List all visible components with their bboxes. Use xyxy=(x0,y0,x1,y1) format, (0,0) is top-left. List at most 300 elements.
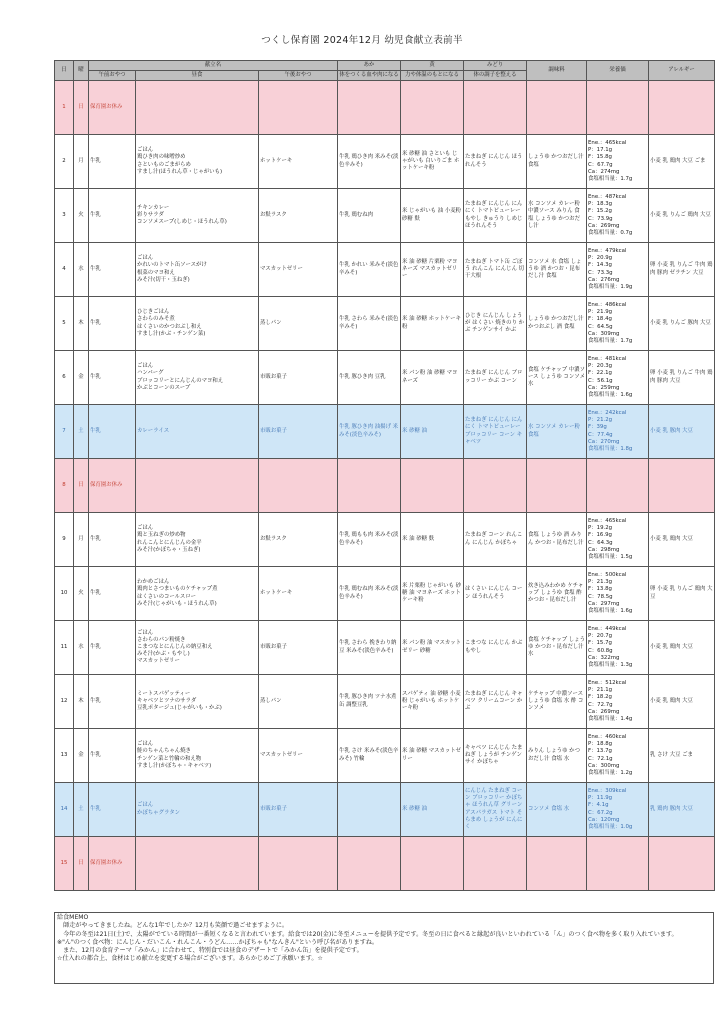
green-group-cell: はくさい にんじん コーン ほうれんそう xyxy=(464,567,527,621)
am-snack-cell: 保育園お休み xyxy=(89,837,136,891)
allergy-cell xyxy=(649,81,715,135)
yellow-group-cell: 米 パン粉 油 砂糖 マヨネーズ xyxy=(401,351,464,405)
lunch-cell xyxy=(136,135,259,189)
nutrition-value: P：21.9g xyxy=(588,309,613,316)
nutrition-value: Ene.：309kcal xyxy=(588,788,627,795)
nutrition-value: Ene.：465kcal xyxy=(588,518,627,525)
lunch-cell xyxy=(136,567,259,621)
lunch-dish: キャベツとツナのサラダ xyxy=(137,697,197,704)
lunch-dish: さわらのパン粉焼き xyxy=(137,636,186,643)
header-kondate: 献立名 xyxy=(89,61,338,71)
yellow-group-cell xyxy=(401,459,464,513)
am-snack-cell: 牛乳 xyxy=(89,567,136,621)
allergy-cell: 小麦 乳 鶏肉 大豆 xyxy=(649,621,715,675)
nutrition-value: Ca：297mg xyxy=(588,600,620,607)
nutrition-value: Ene.：481kcal xyxy=(588,356,627,363)
lunch-dish: ミートスパゲッティー xyxy=(137,690,191,697)
nutrition-value: C：64.3g xyxy=(588,539,613,546)
red-group-cell xyxy=(338,459,401,513)
seasoning-cell: 炊き込みわかめ ケチャップ しょうゆ 食塩 酢 かつお・昆布だし汁 xyxy=(527,567,587,621)
nutrition-value: Ene.：242kcal xyxy=(588,410,627,417)
weekday-cell: 火 xyxy=(74,189,89,243)
nutrition-value: F：13.8g xyxy=(588,586,612,593)
lunch-cell xyxy=(136,729,259,783)
nutrition-cell xyxy=(587,513,649,567)
yellow-group-cell xyxy=(401,837,464,891)
allergy-cell: 卵 小麦 乳 りんご 鶏肉 大豆 xyxy=(649,567,715,621)
seasoning-cell xyxy=(527,459,587,513)
pm-snack-cell: マスカットゼリー xyxy=(259,243,338,297)
allergy-cell: 卵 小麦 乳 りんご 牛肉 鶏肉 豚肉 ゼラチン 大豆 xyxy=(649,243,715,297)
nutrition-value: P：21.3g xyxy=(588,579,613,586)
memo-box xyxy=(54,912,714,984)
lunch-dish: ひじきごはん xyxy=(137,309,170,316)
weekday-cell: 日 xyxy=(74,459,89,513)
red-group-cell: 牛乳 鶏むね肉 米みそ(淡色辛みそ) xyxy=(338,567,401,621)
nutrition-cell xyxy=(587,459,649,513)
pm-snack-cell: ホットケーキ xyxy=(259,567,338,621)
seasoning-cell: しょうゆ かつおだし汁 食塩 xyxy=(527,135,587,189)
nutrition-value: Ca：120mg xyxy=(588,816,620,823)
am-snack-cell: 保育園お休み xyxy=(89,459,136,513)
nutrition-value: Ene.：500kcal xyxy=(588,572,627,579)
green-group-cell: たまねぎ にんじん キャベツ クリームコーン かぶ xyxy=(464,675,527,729)
nutrition-value: P：17.1g xyxy=(588,147,613,154)
nutrition-value: 食塩相当量：1.3g xyxy=(588,661,633,668)
nutrition-value: P：20.7g xyxy=(588,633,613,640)
nutrition-cell xyxy=(587,837,649,891)
weekday-cell: 土 xyxy=(74,783,89,837)
seasoning-cell xyxy=(527,81,587,135)
yellow-group-cell: 米 片栗粉 じゃがいも 砂糖 油 マヨネーズ ホットケーキ粉 xyxy=(401,567,464,621)
red-group-cell xyxy=(338,837,401,891)
am-snack-cell: 牛乳 xyxy=(89,405,136,459)
am-snack-cell: 保育園お休み xyxy=(89,81,136,135)
lunch-dish: 根菜のマヨ和え xyxy=(137,269,175,276)
nutrition-value: C：67.7g xyxy=(588,161,613,168)
lunch-dish: コンソメスープ(しめじ・ほうれん草) xyxy=(137,219,227,226)
pm-snack-cell: ホットケーキ xyxy=(259,135,338,189)
menu-table xyxy=(54,60,715,891)
nutrition-cell xyxy=(587,297,649,351)
weekday-cell: 木 xyxy=(74,297,89,351)
day-number: 4 xyxy=(55,243,74,297)
allergy-cell: 乳 鶏肉 豚肉 大豆 xyxy=(649,783,715,837)
nutrition-value: C：72.1g xyxy=(588,755,613,762)
nutrition-value: F：15.2g xyxy=(588,208,612,215)
pm-snack-cell xyxy=(259,459,338,513)
lunch-dish: はくさいのかつおぶし和え xyxy=(137,323,202,330)
nutrition-value: F：39g xyxy=(588,424,607,431)
nutrition-value: P：20.3g xyxy=(588,363,613,370)
allergy-cell: 乳 さけ 大豆 ごま xyxy=(649,729,715,783)
nutrition-value: F：15.7g xyxy=(588,640,612,647)
memo-line: ☆仕入れの都合上、食材はじめ献立を変更する場合がございます。あらかじめご了承願います。☆ xyxy=(57,955,323,963)
am-snack-cell: 牛乳 xyxy=(89,513,136,567)
yellow-group-cell xyxy=(401,81,464,135)
red-group-cell: 牛乳 鶏もも肉 米みそ(淡色辛みそ) xyxy=(338,513,401,567)
green-group-cell: ひじき にんじん しょうが はくさい 焼きのり かぶ チンゲンサイ かぶ xyxy=(464,297,527,351)
red-group-cell: 牛乳 豚ひき肉 油揚げ 米みそ(淡色辛みそ) xyxy=(338,405,401,459)
day-number: 2 xyxy=(55,135,74,189)
seasoning-cell: 水 コンソメ カレー粉 食塩 xyxy=(527,405,587,459)
lunch-dish: マスカットゼリー xyxy=(137,658,180,665)
am-snack-cell: 牛乳 xyxy=(89,135,136,189)
green-group-cell xyxy=(464,459,527,513)
header-lunch: 昼食 xyxy=(136,71,259,81)
pm-snack-cell: 蒸しパン xyxy=(259,297,338,351)
nutrition-value: P：21.1g xyxy=(588,687,613,694)
page-title: つくし保育園 2024年12月 幼児食献立表前半 xyxy=(261,35,463,46)
yellow-group-cell: 米 砂糖 油 xyxy=(401,405,464,459)
lunch-cell xyxy=(136,783,259,837)
lunch-cell xyxy=(136,675,259,729)
yellow-group-cell: 米 油 砂糖 麩 xyxy=(401,513,464,567)
memo-line: 今年の冬至は21日(土)で、太陽がでている時間が一番短くなると言われています。給食では20(金)に冬至メニューを提供予定です。冬至の日に食べると縁起が良いといわれている「ん」のつく食べ物を多く取り入れています。 xyxy=(57,930,678,938)
header-yellow-sub: 力や体温のもとになる xyxy=(401,71,464,81)
lunch-dish: みそ汁(かぶ・もやし) xyxy=(137,651,190,658)
red-group-cell: 牛乳 さけ 米みそ(淡色辛みそ) 竹輪 xyxy=(338,729,401,783)
lunch-dish: すまし汁(ほうれん草・じゃがいも) xyxy=(137,168,223,175)
yellow-group-cell: 米 砂糖 油 さといも じゃがいも 白いりごま ホットケーキ粉 xyxy=(401,135,464,189)
allergy-cell: 小麦 乳 鶏肉 大豆 xyxy=(649,513,715,567)
nutrition-value: P：11.9g xyxy=(588,795,613,802)
nutrition-value: C：56.1g xyxy=(588,377,613,384)
nutrition-value: C：60.8g xyxy=(588,647,613,654)
seasoning-cell: 水 コンソメ カレー粉 中濃ソース みりん 食塩 しょうゆ かつおだし汁 xyxy=(527,189,587,243)
nutrition-value: 食塩相当量：0.7g xyxy=(588,229,633,236)
lunch-dish: カレーライス xyxy=(137,427,170,434)
lunch-dish: 鶏肉とさつまいものケチャップ煮 xyxy=(137,586,218,593)
nutrition-cell xyxy=(587,135,649,189)
nutrition-value: P：18.3g xyxy=(588,201,613,208)
seasoning-cell: しょうゆ かつおだし汁 かつおぶし 酒 食塩 xyxy=(527,297,587,351)
lunch-dish: 彩りサラダ xyxy=(137,211,164,218)
am-snack-cell: 牛乳 xyxy=(89,243,136,297)
lunch-dish: ごはん xyxy=(137,802,154,809)
header-day: 日 xyxy=(55,61,74,81)
pm-snack-cell xyxy=(259,81,338,135)
nutrition-value: Ene.：512kcal xyxy=(588,680,627,687)
nutrition-value: 食塩相当量：1.4g xyxy=(588,715,633,722)
yellow-group-cell: 米 じゃがいも 油 小麦粉 砂糖 麩 xyxy=(401,189,464,243)
nutrition-cell xyxy=(587,243,649,297)
header-green-sub: 体の調子を整える xyxy=(464,71,527,81)
nutrition-cell xyxy=(587,675,649,729)
day-number: 3 xyxy=(55,189,74,243)
pm-snack-cell: 市販お菓子 xyxy=(259,405,338,459)
green-group-cell: たまねぎ コーン れんこん にんじん かぼちゃ xyxy=(464,513,527,567)
nutrition-value: C：73.3g xyxy=(588,269,613,276)
lunch-dish: ごはん xyxy=(137,147,154,154)
menu-row-day-2 xyxy=(55,135,715,189)
nutrition-value: Ca：298mg xyxy=(588,546,620,553)
lunch-cell xyxy=(136,513,259,567)
nutrition-value: Ca：269mg xyxy=(588,708,620,715)
nutrition-value: Ca：259mg xyxy=(588,384,620,391)
yellow-group-cell: 米 油 砂糖 マスカットゼリー xyxy=(401,729,464,783)
menu-row-day-6 xyxy=(55,351,715,405)
green-group-cell: たまねぎ にんじん にんにく トマトピューレー ブロッコリー コーン キャベツ xyxy=(464,405,527,459)
pm-snack-cell xyxy=(259,837,338,891)
lunch-cell xyxy=(136,81,259,135)
nutrition-value: F：15.8g xyxy=(588,154,612,161)
lunch-dish: ハンバーグ xyxy=(137,370,164,377)
day-number: 13 xyxy=(55,729,74,783)
nutrition-cell xyxy=(587,783,649,837)
header-weekday: 曜 xyxy=(74,61,89,81)
lunch-dish: ごはん xyxy=(137,629,154,636)
nutrition-value: P：18.8g xyxy=(588,741,613,748)
green-group-cell: こまつな にんじん かぶ もやし xyxy=(464,621,527,675)
allergy-cell: 小麦 乳 りんご 鶏肉 大豆 xyxy=(649,189,715,243)
nutrition-value: Ca：309mg xyxy=(588,330,620,337)
lunch-cell xyxy=(136,621,259,675)
lunch-cell xyxy=(136,243,259,297)
menu-row-day-9 xyxy=(55,513,715,567)
nutrition-value: Ene.：479kcal xyxy=(588,248,627,255)
nutrition-value: C：64.5g xyxy=(588,323,613,330)
seasoning-cell: みりん しょうゆ かつおだし汁 食塩 水 xyxy=(527,729,587,783)
red-group-cell xyxy=(338,81,401,135)
nutrition-value: 食塩相当量：1.0g xyxy=(588,823,633,830)
nutrition-value: F：16.9g xyxy=(588,532,612,539)
seasoning-cell: 食塩 ケチャップ 中濃ソース しょうゆ コンソメ 水 xyxy=(527,351,587,405)
weekday-cell: 月 xyxy=(74,513,89,567)
header-red-sub: 体をつくる血や肉になる xyxy=(338,71,401,81)
nutrition-value: 食塩相当量：1.8g xyxy=(588,445,633,452)
pm-snack-cell: お麩ラスク xyxy=(259,513,338,567)
nutrition-value: F：4.1g xyxy=(588,802,609,809)
lunch-dish: ブロッコリーとにんじんのマヨ和え xyxy=(137,377,224,384)
lunch-dish: 鮭のちゃんちゃん焼き xyxy=(137,748,191,755)
pm-snack-cell: 蒸しパン xyxy=(259,675,338,729)
menu-row-day-11 xyxy=(55,621,715,675)
nutrition-value: C：77.4g xyxy=(588,431,613,438)
nutrition-value: P：21.2g xyxy=(588,417,613,424)
am-snack-cell: 牛乳 xyxy=(89,297,136,351)
allergy-cell: 小麦 乳 鶏肉 大豆 xyxy=(649,675,715,729)
weekday-cell: 日 xyxy=(74,837,89,891)
seasoning-cell: 食塩 ケチャップ しょうゆ かつお・昆布だし汁 水 xyxy=(527,621,587,675)
lunch-dish: さわらのみそ煮 xyxy=(137,316,175,323)
lunch-dish: さといものごまがらめ xyxy=(137,161,191,168)
lunch-dish: ごはん xyxy=(137,363,154,370)
lunch-cell xyxy=(136,405,259,459)
menu-row-day-10 xyxy=(55,567,715,621)
lunch-dish: チンゲン菜と竹輪の和え物 xyxy=(137,755,202,762)
weekday-cell: 金 xyxy=(74,729,89,783)
header-am-snack: 午前おやつ xyxy=(89,71,136,81)
lunch-dish: こまつなとにんじんの納豆和え xyxy=(137,643,213,650)
weekday-cell: 火 xyxy=(74,567,89,621)
menu-row-day-13 xyxy=(55,729,715,783)
nutrition-cell xyxy=(587,567,649,621)
nutrition-value: 食塩相当量：1.6g xyxy=(588,607,633,614)
weekday-cell: 日 xyxy=(74,81,89,135)
weekday-cell: 金 xyxy=(74,351,89,405)
nutrition-value: Ca：274mg xyxy=(588,168,620,175)
red-group-cell: 牛乳 鶏むね肉 xyxy=(338,189,401,243)
pm-snack-cell: お麩ラスク xyxy=(259,189,338,243)
menu-row-day-8 xyxy=(55,459,715,513)
am-snack-cell: 牛乳 xyxy=(89,729,136,783)
lunch-cell xyxy=(136,459,259,513)
red-group-cell: 牛乳 さわら 挽きわり納豆 米みそ(淡色辛みそ) xyxy=(338,621,401,675)
day-number: 12 xyxy=(55,675,74,729)
pm-snack-cell: 市販お菓子 xyxy=(259,783,338,837)
red-group-cell xyxy=(338,783,401,837)
weekday-cell: 水 xyxy=(74,243,89,297)
lunch-dish: はくさいのコールスロー xyxy=(137,593,197,600)
yellow-group-cell: 米 砂糖 油 xyxy=(401,783,464,837)
nutrition-value: Ene.：449kcal xyxy=(588,626,627,633)
lunch-dish: すまし汁(かぶ・チンゲン菜) xyxy=(137,330,206,337)
day-number: 14 xyxy=(55,783,74,837)
seasoning-cell xyxy=(527,837,587,891)
green-group-cell xyxy=(464,837,527,891)
nutrition-value: F：14.3g xyxy=(588,262,612,269)
nutrition-cell xyxy=(587,81,649,135)
weekday-cell: 月 xyxy=(74,135,89,189)
red-group-cell: 牛乳 豚ひき肉 ツナ水煮缶 調整豆乳 xyxy=(338,675,401,729)
pm-snack-cell: 市販お菓子 xyxy=(259,621,338,675)
header-yellow: 黄 xyxy=(401,61,464,71)
menu-body xyxy=(55,81,715,891)
green-group-cell: たまねぎ にんじん ブロッコリー かぶ コーン xyxy=(464,351,527,405)
am-snack-cell: 牛乳 xyxy=(89,675,136,729)
am-snack-cell: 牛乳 xyxy=(89,189,136,243)
menu-row-day-3 xyxy=(55,189,715,243)
lunch-dish: チキンカレー xyxy=(137,204,170,211)
nutrition-value: 食塩相当量：1.5g xyxy=(588,553,633,560)
lunch-dish: ごはん xyxy=(137,255,154,262)
menu-row-day-7 xyxy=(55,405,715,459)
header-pm-snack: 午後おやつ xyxy=(259,71,338,81)
nutrition-value: Ca：300mg xyxy=(588,762,620,769)
green-group-cell: キャベツ にんじん たまねぎ しょうが チンゲンサイ かぼちゃ xyxy=(464,729,527,783)
lunch-dish: 鶏と玉ねぎの炒め物 xyxy=(137,532,186,539)
nutrition-value: Ca：269mg xyxy=(588,222,620,229)
lunch-dish: みそ汁(かぼちゃ・玉ねぎ) xyxy=(137,546,201,553)
day-number: 5 xyxy=(55,297,74,351)
weekday-cell: 水 xyxy=(74,621,89,675)
weekday-cell: 木 xyxy=(74,675,89,729)
lunch-dish: すまし汁(かぼちゃ・キャベツ) xyxy=(137,762,212,769)
green-group-cell: たまねぎ にんじん ほうれんそう xyxy=(464,135,527,189)
day-number: 7 xyxy=(55,405,74,459)
allergy-cell xyxy=(649,459,715,513)
menu-row-day-15 xyxy=(55,837,715,891)
menu-row-day-12 xyxy=(55,675,715,729)
am-snack-cell: 牛乳 xyxy=(89,783,136,837)
lunch-dish: 豆乳ポタージュ(じゃがいも・かぶ) xyxy=(137,705,222,712)
nutrition-value: C：78.5g xyxy=(588,593,613,600)
lunch-dish: ごはん xyxy=(137,525,154,532)
nutrition-value: Ene.：460kcal xyxy=(588,734,627,741)
nutrition-cell xyxy=(587,351,649,405)
day-number: 15 xyxy=(55,837,74,891)
day-number: 1 xyxy=(55,81,74,135)
green-group-cell xyxy=(464,81,527,135)
menu-row-day-4 xyxy=(55,243,715,297)
menu-row-day-5 xyxy=(55,297,715,351)
lunch-dish: かぶとコーンのスープ xyxy=(137,384,191,391)
allergy-cell: 卵 小麦 乳 りんご 牛肉 鶏肉 豚肉 大豆 xyxy=(649,351,715,405)
red-group-cell: 牛乳 豚ひき肉 豆乳 xyxy=(338,351,401,405)
lunch-cell xyxy=(136,351,259,405)
am-snack-cell: 牛乳 xyxy=(89,351,136,405)
nutrition-value: 食塩相当量：1.7g xyxy=(588,337,633,344)
green-group-cell: にんじん たまねぎ コーン ブロッコリー かぼちゃ ほうれん草 グリーンアスパラガス トマト そらまめ しょうが にんにく xyxy=(464,783,527,837)
day-number: 6 xyxy=(55,351,74,405)
nutrition-value: C：67.2g xyxy=(588,809,613,816)
allergy-cell: 小麦 乳 りんご 豚肉 大豆 xyxy=(649,297,715,351)
nutrition-cell xyxy=(587,405,649,459)
yellow-group-cell: スパゲティ 油 砂糖 小麦粉 じゃがいも ホットケーキ粉 xyxy=(401,675,464,729)
header-seasoning: 調味料 xyxy=(527,61,587,81)
allergy-cell: 小麦 乳 豚肉 大豆 xyxy=(649,405,715,459)
yellow-group-cell: 米 油 砂糖 ホットケーキ粉 xyxy=(401,297,464,351)
menu-row-day-1 xyxy=(55,81,715,135)
menu-row-day-14 xyxy=(55,783,715,837)
nutrition-value: P：19.2g xyxy=(588,525,613,532)
nutrition-value: 食塩相当量：1.7g xyxy=(588,175,633,182)
memo-line: 師走がやってきましたね。どんな1年でしたか？12月も笑顔で過ごせますように。 xyxy=(57,922,289,930)
memo-line: ※"ん"のつく食べ物：にんじん・だいこん・れんこん・うどん……かぼちゃも"なんきん"という呼び名がありますね。 xyxy=(57,938,379,946)
pm-snack-cell: 市販お菓子 xyxy=(259,351,338,405)
day-number: 11 xyxy=(55,621,74,675)
nutrition-value: F：22.1g xyxy=(588,370,612,377)
yellow-group-cell: 米 パン粉 油 マスカットゼリー 砂糖 xyxy=(401,621,464,675)
header-red: あか xyxy=(338,61,401,71)
header-green: みどり xyxy=(464,61,527,71)
lunch-dish: 鶏ひき肉の味噌炒め xyxy=(137,154,186,161)
nutrition-value: C：72.7g xyxy=(588,701,613,708)
nutrition-value: F：18.2g xyxy=(588,694,612,701)
lunch-cell xyxy=(136,189,259,243)
red-group-cell: 牛乳 さわら 米みそ(淡色辛みそ) xyxy=(338,297,401,351)
allergy-cell xyxy=(649,837,715,891)
green-group-cell: たまねぎ にんじん にんにく トマトピューレー もやし きゅうり しめじ ほうれんそう xyxy=(464,189,527,243)
nutrition-cell xyxy=(587,189,649,243)
am-snack-cell: 牛乳 xyxy=(89,621,136,675)
lunch-cell xyxy=(136,837,259,891)
nutrition-value: F：18.4g xyxy=(588,316,612,323)
nutrition-value: C：73.9g xyxy=(588,215,613,222)
nutrition-value: P：20.9g xyxy=(588,255,613,262)
red-group-cell: 牛乳 かれい 米みそ(淡色辛みそ) xyxy=(338,243,401,297)
nutrition-value: Ene.：486kcal xyxy=(588,302,627,309)
weekday-cell: 土 xyxy=(74,405,89,459)
seasoning-cell: 食塩 しょうゆ 酒 みりん かつお・昆布だし汁 xyxy=(527,513,587,567)
nutrition-value: Ca：276mg xyxy=(588,276,620,283)
nutrition-value: 食塩相当量：1.2g xyxy=(588,769,633,776)
seasoning-cell: コンソメ 水 食塩 しょうゆ 酒 かつお・昆布だし汁 食塩 xyxy=(527,243,587,297)
seasoning-cell: コンソメ 食塩 水 xyxy=(527,783,587,837)
lunch-dish: かれいのトマト缶ソースがけ xyxy=(137,262,207,269)
memo-line: また、12月の食育テーマ「みかん」に合わせて、特別食では昼食のデザートで「みかん缶」を提供予定です。 xyxy=(57,947,363,955)
lunch-dish: みそ汁(じゃがいも・ほうれん草) xyxy=(137,600,217,607)
nutrition-value: 食塩相当量：1.9g xyxy=(588,283,633,290)
header-nutrition: 栄養価 xyxy=(587,61,649,81)
lunch-dish: ごはん xyxy=(137,741,154,748)
pm-snack-cell: マスカットゼリー xyxy=(259,729,338,783)
nutrition-value: 食塩相当量：1.6g xyxy=(588,391,633,398)
seasoning-cell: ケチャップ 中濃ソース しょうゆ 食塩 水 酢 コンソメ xyxy=(527,675,587,729)
allergy-cell: 小麦 乳 鶏肉 大豆 ごま xyxy=(649,135,715,189)
lunch-dish: わかめごはん xyxy=(137,579,170,586)
